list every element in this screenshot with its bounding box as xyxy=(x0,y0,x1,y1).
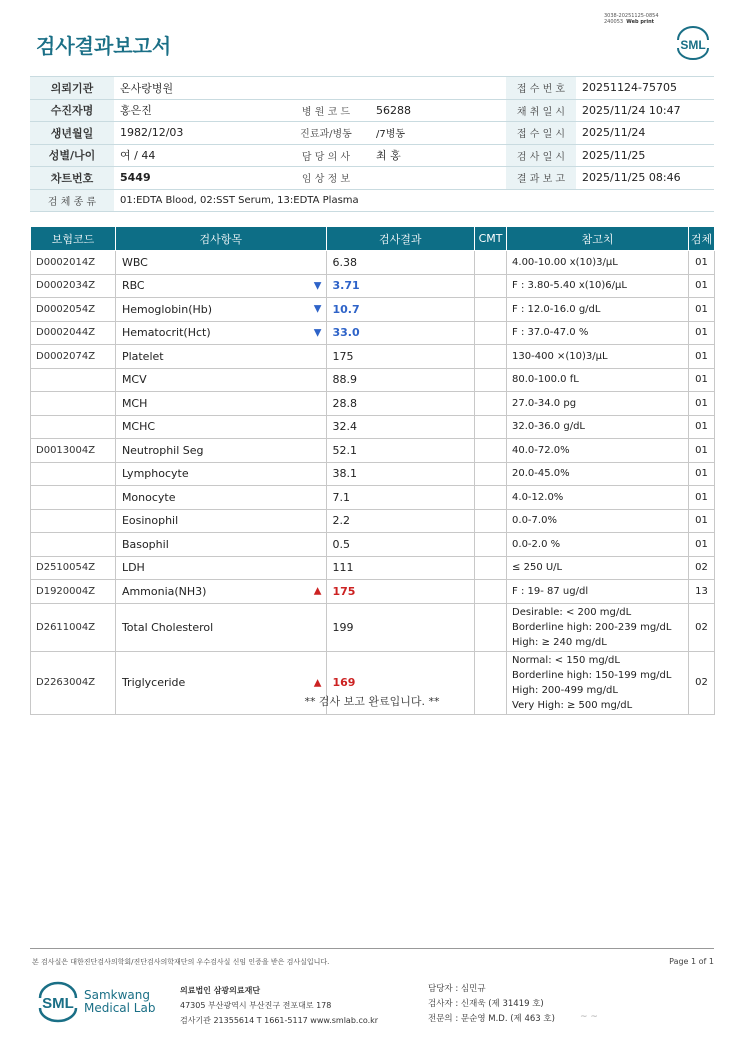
reference-line: Borderline high: 200-239 mg/dL xyxy=(512,621,672,633)
test-result: 0.5 xyxy=(326,533,475,557)
reference-range xyxy=(507,392,689,416)
reference-line: 40.0-72.0% xyxy=(512,444,570,456)
test-item xyxy=(115,251,326,275)
insurance-code: D2510054Z xyxy=(31,556,116,580)
reference-range xyxy=(507,580,689,604)
info-label: 수진자명 xyxy=(30,99,114,122)
test-item xyxy=(115,439,326,463)
test-item xyxy=(115,274,326,298)
test-item-label: RBC xyxy=(121,279,145,293)
specimen-code: 01 xyxy=(688,368,714,392)
test-result: 33.0 xyxy=(326,321,475,345)
signature: ~ ~ xyxy=(580,1012,598,1022)
reference-line: F : 12.0-16.0 g/dL xyxy=(512,303,601,315)
table-row xyxy=(31,392,715,416)
specimen-types: 01:EDTA Blood, 02:SST Serum, 13:EDTA Plasma xyxy=(114,189,714,212)
table-row xyxy=(31,509,715,533)
info-label: 생년월일 xyxy=(30,122,114,145)
test-result: 3.71 xyxy=(326,274,475,298)
table-row xyxy=(31,439,715,463)
test-result: 28.8 xyxy=(326,392,475,416)
test-item xyxy=(115,509,326,533)
reference-range xyxy=(507,509,689,533)
test-result: 169 xyxy=(326,651,475,714)
reference-range xyxy=(507,556,689,580)
comment-cell xyxy=(475,345,507,369)
column-header: 참고치 xyxy=(507,227,689,251)
reference-range xyxy=(507,603,689,651)
comment-cell xyxy=(475,556,507,580)
specimen-code: 01 xyxy=(688,392,714,416)
insurance-code: D0002044Z xyxy=(31,321,116,345)
insurance-code xyxy=(31,509,116,533)
receipt-no: 20251124-75705 xyxy=(576,77,714,100)
insurance-code: D0002034Z xyxy=(31,274,116,298)
test-item xyxy=(115,533,326,557)
test-item-label: LDH xyxy=(121,561,145,575)
test-item xyxy=(115,603,326,651)
department: /7병동 xyxy=(370,122,506,145)
column-header: 검사항목 xyxy=(115,227,326,251)
info-label: 담 당 의 사 xyxy=(282,144,370,167)
low-flag-icon: ▼ xyxy=(313,327,322,339)
test-item-label: Monocyte xyxy=(121,490,176,504)
test-result: 52.1 xyxy=(326,439,475,463)
comment-cell xyxy=(475,486,507,510)
test-result: 175 xyxy=(326,580,475,604)
reference-range xyxy=(507,415,689,439)
test-result: 6.38 xyxy=(326,251,475,275)
comment-cell xyxy=(475,462,507,486)
specimen-code: 01 xyxy=(688,251,714,275)
receipt-date: 2025/11/24 xyxy=(576,122,714,145)
reference-line: Very High: ≥ 500 mg/dL xyxy=(512,699,633,711)
footer-staff: 담당자 : 심민규 검사자 : 신재욱 (제 31419 호) 전문의 : 문순영 M.D. (제 463 호) xyxy=(428,984,555,1024)
reference-line: 4.00-10.00 x(10)3/μL xyxy=(512,256,618,268)
clinical-info xyxy=(370,167,506,190)
reference-line: 130-400 ×(10)3/μL xyxy=(512,350,608,362)
insurance-code xyxy=(31,462,116,486)
info-label: 성별/나이 xyxy=(30,144,114,167)
reference-line: Normal: < 150 mg/dL xyxy=(512,654,620,666)
test-item-label: Neutrophil Seg xyxy=(121,443,204,457)
table-row xyxy=(31,298,715,322)
specimen-code: 13 xyxy=(688,580,714,604)
reference-range xyxy=(507,251,689,275)
insurance-code: D0002054Z xyxy=(31,298,116,322)
comment-cell xyxy=(475,603,507,651)
document-id: 3038-20251125-0854 240053 Web print xyxy=(604,13,659,25)
reference-range xyxy=(507,368,689,392)
page-number: Page 1 of 1 xyxy=(669,957,714,966)
specimen-code: 01 xyxy=(688,298,714,322)
test-item-label: WBC xyxy=(121,255,148,269)
test-result: 2.2 xyxy=(326,509,475,533)
reference-line: F : 37.0-47.0 % xyxy=(512,327,589,339)
column-header: CMT xyxy=(475,227,507,251)
reference-line: F : 3.80-5.40 x(10)6/μL xyxy=(512,280,627,292)
table-row xyxy=(31,345,715,369)
test-item-label: Total Cholesterol xyxy=(121,620,214,634)
specimen-code: 01 xyxy=(688,533,714,557)
patient-info-table xyxy=(30,76,714,212)
reference-range xyxy=(507,345,689,369)
reference-line: 32.0-36.0 g/dL xyxy=(512,421,585,433)
info-label: 검 사 일 시 xyxy=(506,144,576,167)
reference-range xyxy=(507,439,689,463)
reference-range xyxy=(507,321,689,345)
reference-line: 80.0-100.0 fL xyxy=(512,374,579,386)
reference-line: 0.0-2.0 % xyxy=(512,538,561,550)
specimen-code: 01 xyxy=(688,274,714,298)
test-item xyxy=(115,321,326,345)
specimen-code: 01 xyxy=(688,486,714,510)
page-title: 검사결과보고서 xyxy=(36,34,172,58)
test-result: 32.4 xyxy=(326,415,475,439)
reference-line: 27.0-34.0 pg xyxy=(512,397,577,409)
comment-cell xyxy=(475,274,507,298)
test-result: 7.1 xyxy=(326,486,475,510)
specimen-code: 01 xyxy=(688,439,714,463)
test-item xyxy=(115,368,326,392)
info-label: 임 상 정 보 xyxy=(282,167,370,190)
insurance-code: D0002014Z xyxy=(31,251,116,275)
table-row xyxy=(31,556,715,580)
results-header-row xyxy=(31,227,715,251)
date-of-birth: 1982/12/03 xyxy=(114,122,282,145)
specimen-code: 01 xyxy=(688,345,714,369)
test-result: 10.7 xyxy=(326,298,475,322)
specimen-code: 02 xyxy=(688,556,714,580)
patient-name: 홍은진 xyxy=(114,99,282,122)
reference-line: F : 19- 87 ug/dl xyxy=(512,585,589,597)
test-item-label: Hemoglobin(Hb) xyxy=(121,302,213,316)
sex-age: 여 / 44 xyxy=(114,144,282,167)
test-item-label: Triglyceride xyxy=(121,676,186,689)
test-item xyxy=(115,462,326,486)
insurance-code: D0002074Z xyxy=(31,345,116,369)
info-label: 검 체 종 류 xyxy=(30,189,114,212)
high-flag-icon: ▲ xyxy=(313,585,322,597)
reference-range xyxy=(507,462,689,486)
insurance-code: D2263004Z xyxy=(31,651,116,714)
hospital-code: 56288 xyxy=(370,99,506,122)
test-item xyxy=(115,392,326,416)
info-label: 진료과/병동 xyxy=(282,122,370,145)
comment-cell xyxy=(475,509,507,533)
test-item xyxy=(115,556,326,580)
completion-note: ** 검사 보고 완료입니다. ** xyxy=(304,695,440,708)
test-result: 175 xyxy=(326,345,475,369)
test-result: 88.9 xyxy=(326,368,475,392)
reference-line: 4.0-12.0% xyxy=(512,491,564,503)
comment-cell xyxy=(475,533,507,557)
info-label: 차트번호 xyxy=(30,167,114,190)
table-row xyxy=(31,603,715,651)
table-row xyxy=(31,580,715,604)
insurance-code xyxy=(31,415,116,439)
test-result: 199 xyxy=(326,603,475,651)
table-row xyxy=(31,486,715,510)
test-item xyxy=(115,580,326,604)
doctor: 최 홍 xyxy=(370,144,506,167)
svg-text:SML: SML xyxy=(42,995,74,1012)
reference-line: ≤ 250 U/L xyxy=(512,562,563,574)
footer-divider xyxy=(30,948,714,949)
collect-time: 2025/11/24 10:47 xyxy=(576,99,714,122)
reference-line: 0.0-7.0% xyxy=(512,515,557,527)
reference-range xyxy=(507,274,689,298)
reference-line: 20.0-45.0% xyxy=(512,468,570,480)
specimen-code: 01 xyxy=(688,462,714,486)
comment-cell xyxy=(475,439,507,463)
column-header: 검체 xyxy=(688,227,714,251)
svg-text:SML: SML xyxy=(680,38,706,52)
results-table xyxy=(30,226,715,715)
test-item-label: Hematocrit(Hct) xyxy=(121,326,211,340)
info-label: 접 수 번 호 xyxy=(506,77,576,100)
insurance-code: D1920004Z xyxy=(31,580,116,604)
test-date: 2025/11/25 xyxy=(576,144,714,167)
test-result: 111 xyxy=(326,556,475,580)
reference-line: Desirable: < 200 mg/dL xyxy=(512,606,632,618)
reference-range xyxy=(507,298,689,322)
reference-range xyxy=(507,486,689,510)
test-item xyxy=(115,345,326,369)
comment-cell xyxy=(475,580,507,604)
info-label: 병 원 코 드 xyxy=(282,99,370,122)
test-item-label: MCHC xyxy=(121,420,156,434)
low-flag-icon: ▼ xyxy=(313,303,322,315)
table-row xyxy=(31,274,715,298)
test-item-label: Lymphocyte xyxy=(121,467,189,481)
table-row xyxy=(31,368,715,392)
test-item-label: MCH xyxy=(121,396,148,410)
accreditation-note: 본 검사실은 대한진단검사의학회/진단검사의학재단의 우수검사실 신임 인증을 받은 검사실입니다. xyxy=(32,958,330,966)
table-row xyxy=(31,251,715,275)
comment-cell xyxy=(475,368,507,392)
test-item xyxy=(115,415,326,439)
insurance-code xyxy=(31,486,116,510)
column-header: 검사결과 xyxy=(326,227,475,251)
column-header: 보험코드 xyxy=(31,227,116,251)
test-item-label: Eosinophil xyxy=(121,514,179,528)
specimen-code: 01 xyxy=(688,321,714,345)
specimen-code: 01 xyxy=(688,415,714,439)
high-flag-icon: ▲ xyxy=(313,677,322,688)
insurance-code xyxy=(31,392,116,416)
table-row xyxy=(31,415,715,439)
insurance-code: D0013004Z xyxy=(31,439,116,463)
report-time: 2025/11/25 08:46 xyxy=(576,167,714,190)
test-result: 38.1 xyxy=(326,462,475,486)
test-item-label: MCV xyxy=(121,373,147,387)
table-row xyxy=(31,462,715,486)
table-row xyxy=(31,533,715,557)
info-label: 접 수 일 시 xyxy=(506,122,576,145)
low-flag-icon: ▼ xyxy=(313,280,322,292)
info-label: 결 과 보 고 xyxy=(506,167,576,190)
info-label: 의뢰기관 xyxy=(30,77,114,100)
specimen-code: 01 xyxy=(688,509,714,533)
insurance-code xyxy=(31,533,116,557)
sml-footer-logo-icon xyxy=(36,980,80,1024)
specimen-code: 02 xyxy=(688,603,714,651)
reference-line: High: 200-499 mg/dL xyxy=(512,684,618,696)
test-item-label: Platelet xyxy=(121,349,164,363)
test-item-label: Basophil xyxy=(121,537,169,551)
chart-number: 5449 xyxy=(114,167,282,190)
test-item xyxy=(115,298,326,322)
request-org: 온사랑병원 xyxy=(114,77,506,100)
reference-line: Borderline high: 150-199 mg/dL xyxy=(512,669,672,681)
comment-cell xyxy=(475,392,507,416)
comment-cell xyxy=(475,415,507,439)
test-item-label: Ammonia(NH3) xyxy=(121,584,207,598)
footer-organization: 의료법인 삼광의료재단 47305 부산광역시 부산진구 전포대로 178 검사기관 21355614 T 1661-5117 www.smlab.co.kr xyxy=(180,986,379,1025)
insurance-code xyxy=(31,368,116,392)
footer-brand: Samkwang Medical Lab xyxy=(84,988,156,1015)
reference-line: High: ≥ 240 mg/dL xyxy=(512,636,607,648)
comment-cell xyxy=(475,298,507,322)
test-item xyxy=(115,486,326,510)
info-label: 채 취 일 시 xyxy=(506,99,576,122)
reference-range xyxy=(507,533,689,557)
specimen-code: 02 xyxy=(688,651,714,714)
insurance-code: D2611004Z xyxy=(31,603,116,651)
table-row xyxy=(31,321,715,345)
sml-logo-icon xyxy=(674,26,712,60)
comment-cell xyxy=(475,251,507,275)
comment-cell xyxy=(475,321,507,345)
